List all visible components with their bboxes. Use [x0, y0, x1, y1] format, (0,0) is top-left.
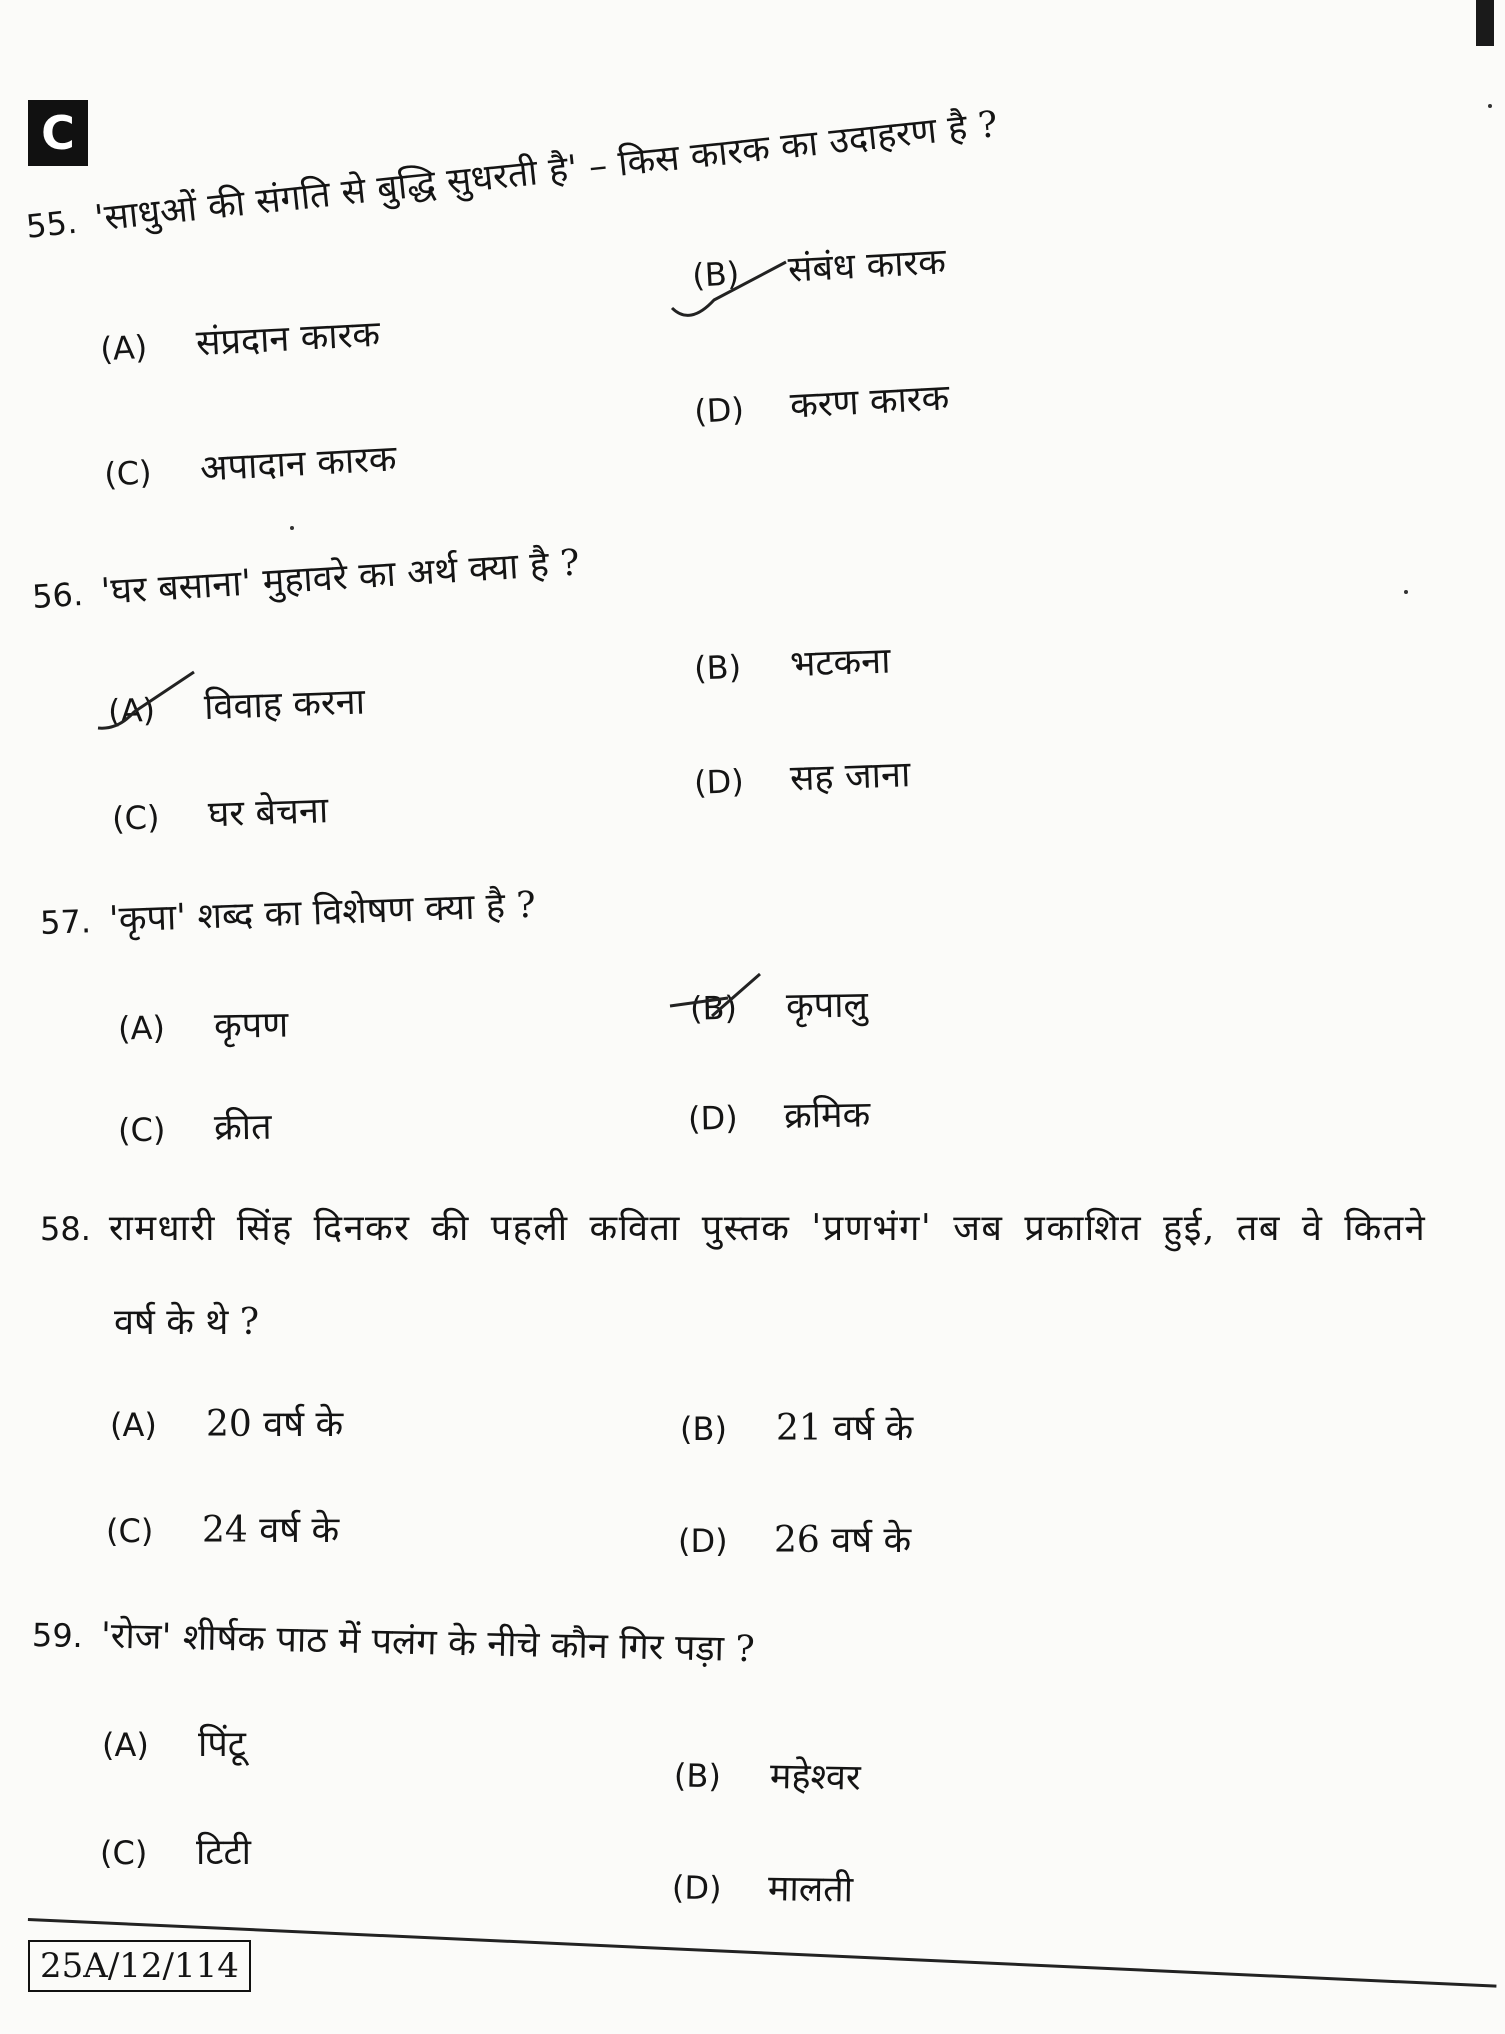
option-key: (B) — [680, 1410, 727, 1448]
option-text: कृपण — [213, 1004, 289, 1047]
option-58-a — [110, 1398, 343, 1447]
question-55 — [23, 98, 999, 249]
option-key: (A) — [117, 1008, 166, 1048]
option-text: विवाह करना — [203, 681, 366, 729]
question-text-continued: वर्ष के थे ? — [114, 1302, 260, 1343]
option-key: (A) — [107, 690, 156, 731]
question-text: 'घर बसाना' मुहावरे का अर्थ क्या है ? — [99, 542, 581, 613]
option-58-b — [680, 1402, 913, 1451]
option-text: टिटी — [196, 1832, 251, 1873]
option-59-a — [102, 1718, 246, 1767]
option-text: करण कारक — [789, 377, 951, 427]
option-key: (D) — [693, 390, 745, 431]
question-56 — [31, 537, 581, 619]
question-58-continued — [114, 1296, 259, 1345]
option-text: कृपालु — [785, 984, 869, 1027]
option-text: 26 वर्ष के — [774, 1520, 912, 1561]
option-text: संबंध कारक — [787, 241, 947, 291]
question-text: रामधारी सिंह दिनकर की पहली कविता पुस्तक 'प्रणभंग' जब प्रकाशित हुई, तब वे कितने — [108, 1208, 1427, 1249]
option-text: 24 वर्ष के — [202, 1510, 340, 1551]
option-text: क्रीत — [213, 1106, 272, 1149]
question-number: 56. — [30, 574, 85, 616]
option-text: भटकना — [789, 640, 892, 686]
option-text: अपादान कारक — [199, 438, 398, 490]
option-59-b — [674, 1748, 862, 1800]
question-text: 'रोज' शीर्षक पाठ में पलंग के नीचे कौन गिर पड़ा ? — [100, 1615, 756, 1671]
question-number: 58. — [40, 1210, 91, 1248]
option-key: (B) — [689, 988, 738, 1028]
option-text: 20 वर्ष के — [206, 1404, 344, 1445]
option-56-a — [107, 676, 365, 734]
option-text: सह जाना — [789, 754, 911, 800]
question-text: 'कृपा' शब्द का विशेषण क्या है ? — [108, 884, 537, 941]
option-key: (C) — [103, 453, 153, 494]
option-55-c — [103, 432, 398, 496]
question-number: 57. — [39, 902, 92, 942]
option-text: घर बेचना — [207, 790, 329, 836]
option-58-d — [678, 1514, 911, 1563]
corner-mark — [1476, 0, 1494, 46]
option-59-c — [100, 1826, 251, 1875]
option-55-b — [691, 235, 947, 297]
option-56-c — [111, 784, 329, 841]
set-code-badge: C — [28, 100, 88, 166]
question-57 — [39, 879, 536, 945]
question-59 — [31, 1608, 755, 1672]
option-text: संप्रदान कारक — [195, 313, 382, 365]
option-57-c — [118, 1101, 272, 1153]
option-key: (C) — [117, 1110, 166, 1150]
option-text: महेश्वर — [769, 1756, 861, 1799]
option-key: (B) — [691, 254, 741, 295]
question-58 — [40, 1202, 1460, 1251]
question-number: 55. — [24, 202, 79, 246]
option-key: (A) — [99, 327, 149, 369]
option-55-a — [99, 308, 381, 372]
option-56-d — [693, 748, 911, 805]
option-58-c — [106, 1504, 339, 1553]
option-key: (D) — [678, 1522, 728, 1560]
option-key: (B) — [693, 647, 742, 688]
option-text: क्रमिक — [783, 1094, 871, 1137]
option-text: मालती — [767, 1868, 854, 1911]
option-text: पिंटू — [198, 1724, 246, 1765]
question-text: 'साधुओं की संगति से बुद्धि सुधरती है' – किस कारक का उदाहरण है ? — [92, 104, 1000, 240]
option-key: (B) — [673, 1756, 722, 1796]
option-key: (D) — [671, 1868, 722, 1908]
option-text: 21 वर्ष के — [776, 1408, 914, 1449]
option-key: (C) — [100, 1834, 148, 1872]
option-59-d — [672, 1860, 854, 1912]
option-55-d — [693, 371, 950, 433]
stray-mark — [1404, 590, 1408, 594]
stray-mark — [1488, 104, 1492, 108]
option-57-a — [118, 999, 289, 1051]
option-56-b — [693, 635, 891, 691]
option-57-b — [690, 978, 869, 1030]
question-number: 59. — [31, 1616, 84, 1656]
option-key: (D) — [693, 762, 745, 802]
option-key: (D) — [687, 1098, 738, 1138]
option-key: (A) — [110, 1406, 157, 1444]
stray-mark — [290, 526, 294, 530]
paper-code: 25A/12/114 — [28, 1940, 251, 1992]
option-57-d — [688, 1088, 871, 1140]
option-key: (C) — [111, 798, 161, 838]
option-key: (A) — [102, 1726, 149, 1764]
option-key: (C) — [106, 1512, 154, 1550]
